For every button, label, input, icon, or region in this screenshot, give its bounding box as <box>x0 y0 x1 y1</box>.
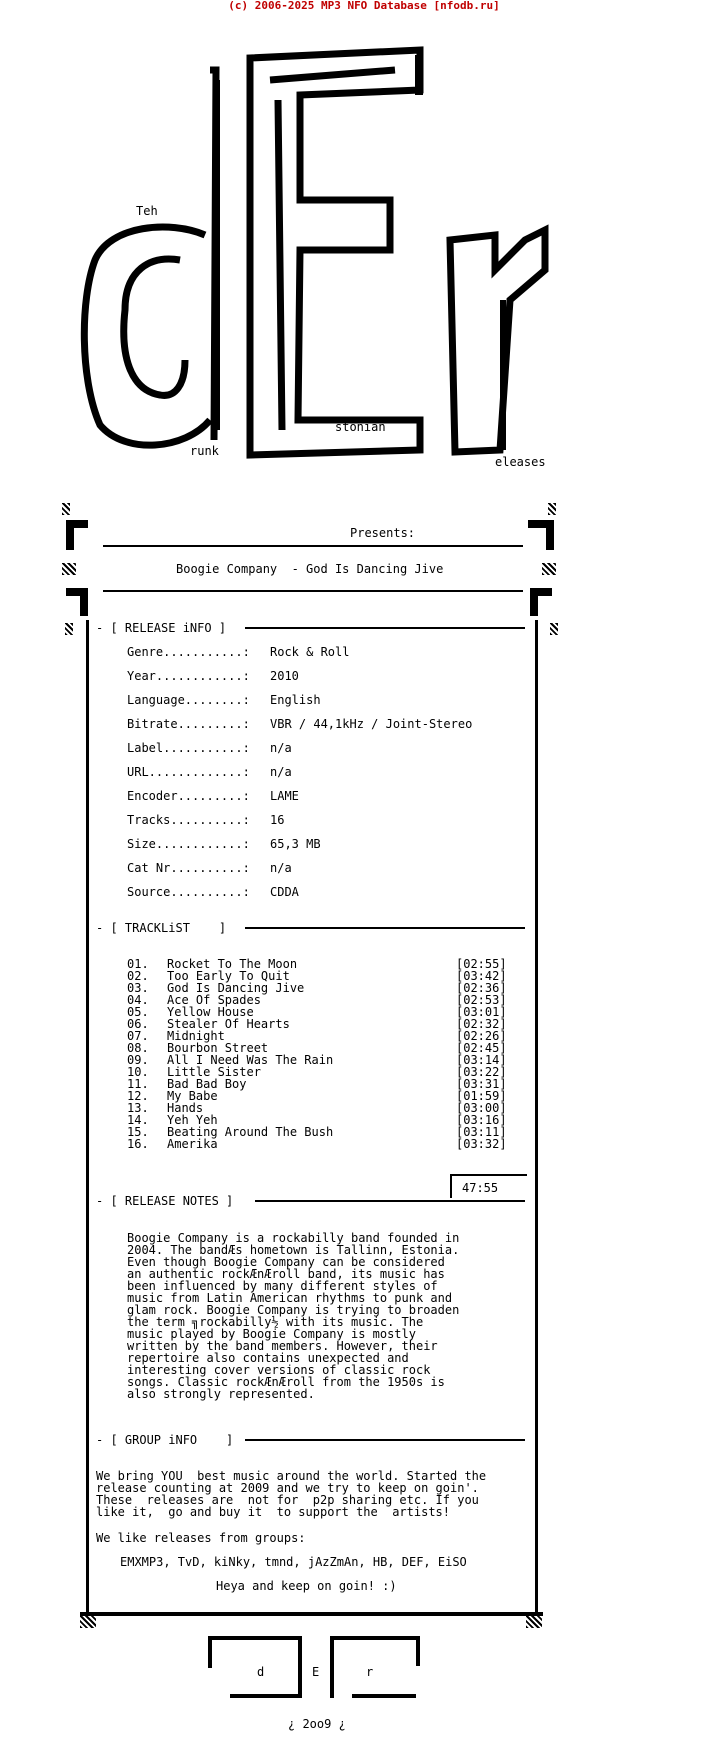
track-time: [03:31] <box>456 1077 507 1091</box>
release-notes-line: music from Latin American rhythms to punk and <box>127 1291 453 1305</box>
divider-title <box>103 590 523 592</box>
track-time: [03:22] <box>456 1065 507 1079</box>
frame-stipple-right-bottom <box>526 1616 542 1628</box>
info-label-url: URL.............: <box>127 765 250 779</box>
frame-hook-left-4 <box>80 588 88 616</box>
track-title: Ace Of Spades <box>167 993 261 1007</box>
track-title: Bad Bad Boy <box>167 1077 247 1091</box>
footer-box-top-left <box>208 1636 302 1640</box>
track-number: 14. <box>127 1113 149 1127</box>
track-title: Yellow House <box>167 1005 254 1019</box>
track-number: 09. <box>127 1053 149 1067</box>
group-info-line: These releases are not for p2p sharing etc. If you <box>96 1493 479 1507</box>
frame-left-border <box>86 620 89 1615</box>
footer-letter-r: r <box>366 1665 374 1679</box>
info-label-year: Year............: <box>127 669 250 683</box>
frame-stipple-left-bottom <box>80 1616 96 1628</box>
track-time: [03:01] <box>456 1005 507 1019</box>
logo-r <box>450 230 545 452</box>
track-time: [03:00] <box>456 1101 507 1115</box>
frame-stipple-right-mid <box>542 563 556 575</box>
track-time: [03:16] <box>456 1113 507 1127</box>
release-notes-line: music played by Boogie Company is mostly <box>127 1327 416 1341</box>
track-time: [02:55] <box>456 957 507 971</box>
track-number: 01. <box>127 957 149 971</box>
group-info-line: We bring YOU best music around the world. Started the <box>96 1469 487 1483</box>
track-number: 16. <box>127 1137 149 1151</box>
footer-year: ¿ 2oo9 ¿ <box>288 1717 346 1731</box>
release-notes-line: written by the band members. However, their <box>127 1339 438 1353</box>
info-value-year: 2010 <box>270 669 299 683</box>
track-time: [03:11] <box>456 1125 507 1139</box>
logo-shade-2 <box>415 55 423 95</box>
footer-box-mid-left <box>298 1636 302 1698</box>
release-notes-line: interesting cover versions of classic rock <box>127 1363 431 1377</box>
release-title: Boogie Company - God Is Dancing Jive <box>176 562 444 576</box>
frame-hook-right-4 <box>530 588 538 616</box>
groups-intro: We like releases from groups: <box>96 1531 306 1545</box>
logo-teh: Teh <box>136 204 158 218</box>
release-notes-line: the term ╗rockabilly½ with its music. The <box>127 1315 424 1329</box>
info-value-tracks: 16 <box>270 813 285 827</box>
info-value-source: CDDA <box>270 885 299 899</box>
section-release-info-rule <box>245 627 525 629</box>
presents-label: Presents: <box>350 526 416 540</box>
track-time: [02:45] <box>456 1041 507 1055</box>
track-title: Bourbon Street <box>167 1041 269 1055</box>
divider-top <box>103 545 523 547</box>
frame-hook-left-2 <box>66 520 74 550</box>
info-value-label: n/a <box>270 741 292 755</box>
info-value-catnr: n/a <box>270 861 292 875</box>
track-title: Too Early To Quit <box>167 969 290 983</box>
info-label-genre: Genre...........: <box>127 645 250 659</box>
track-number: 11. <box>127 1077 149 1091</box>
track-number: 03. <box>127 981 149 995</box>
frame-stipple-left-top <box>62 503 70 515</box>
total-time: 47:55 <box>462 1181 499 1195</box>
release-notes-line: Even though Boogie Company can be considered <box>127 1255 445 1269</box>
copyright-header[interactable]: (c) 2006-2025 MP3 NFO Database [nfodb.ru] <box>228 0 500 12</box>
total-box-left <box>450 1174 452 1198</box>
footer-box-mid-right <box>330 1636 334 1698</box>
track-number: 05. <box>127 1005 149 1019</box>
release-notes-line: 2004. The bandÆs hometown is Tallinn, Estonia. <box>127 1243 460 1257</box>
section-tracklist: - [ TRACKLiST ] <box>96 921 227 935</box>
logo-estonian: stonian <box>335 420 386 434</box>
info-label-catnr: Cat Nr..........: <box>127 861 250 875</box>
logo-d-inner <box>124 259 185 395</box>
frame-right-border <box>535 620 538 1615</box>
footer-box-bottom-left <box>230 1694 302 1698</box>
track-title: God Is Dancing Jive <box>167 981 305 995</box>
track-title: Hands <box>167 1101 204 1115</box>
logo-shade-1 <box>214 80 220 430</box>
track-time: [02:36] <box>456 981 507 995</box>
track-title: Midnight <box>167 1029 225 1043</box>
track-title: Stealer Of Hearts <box>167 1017 290 1031</box>
info-value-url: n/a <box>270 765 292 779</box>
section-group-info: - [ GROUP iNFO ] <box>96 1433 234 1447</box>
track-number: 07. <box>127 1029 149 1043</box>
group-info-line: release counting at 2009 and we try to keep on goin'. <box>96 1481 479 1495</box>
release-notes-line: been influenced by many different styles of <box>127 1279 438 1293</box>
logo-d-bowl <box>84 227 210 445</box>
info-value-bitrate: VBR / 44,1kHz / Joint-Stereo <box>270 717 473 731</box>
release-notes-line: also strongly represented. <box>127 1387 315 1401</box>
track-number: 06. <box>127 1017 149 1031</box>
footer-letter-e: E <box>312 1665 320 1679</box>
outro: Heya and keep on goin! :) <box>216 1579 397 1593</box>
release-notes-line: songs. Classic rockÆnÆroll from the 1950s is <box>127 1375 445 1389</box>
info-label-label: Label...........: <box>127 741 250 755</box>
track-time: [02:32] <box>456 1017 507 1031</box>
info-label-encoder: Encoder.........: <box>127 789 250 803</box>
der-logo <box>0 0 728 460</box>
frame-stipple-right-low <box>550 623 558 635</box>
track-time: [03:14] <box>456 1053 507 1067</box>
track-number: 15. <box>127 1125 149 1139</box>
track-title: All I Need Was The Rain <box>167 1053 334 1067</box>
section-release-info: - [ RELEASE iNFO ] <box>96 621 227 635</box>
release-notes-line: repertoire also contains unexpected and <box>127 1351 409 1365</box>
section-group-info-rule <box>245 1439 525 1441</box>
section-release-notes: - [ RELEASE NOTES ] <box>96 1194 234 1208</box>
logo-drunk: runk <box>190 444 219 458</box>
footer-box-right <box>416 1636 420 1666</box>
track-number: 10. <box>127 1065 149 1079</box>
info-label-language: Language........: <box>127 693 250 707</box>
track-time: [03:32] <box>456 1137 507 1151</box>
track-title: Little Sister <box>167 1065 261 1079</box>
frame-stipple-left-mid <box>62 563 76 575</box>
footer-box-left <box>208 1636 212 1668</box>
release-notes-line: Boogie Company is a rockabilly band founded in <box>127 1231 460 1245</box>
track-title: My Babe <box>167 1089 218 1103</box>
track-number: 13. <box>127 1101 149 1115</box>
release-notes-line: glam rock. Boogie Company is trying to broaden <box>127 1303 460 1317</box>
footer-box-bottom-right <box>352 1694 416 1698</box>
track-time: [03:42] <box>456 969 507 983</box>
logo-shade-3 <box>500 300 506 450</box>
info-value-size: 65,3 MB <box>270 837 321 851</box>
track-time: [01:59] <box>456 1089 507 1103</box>
track-title: Rocket To The Moon <box>167 957 298 971</box>
track-title: Yeh Yeh <box>167 1113 218 1127</box>
track-number: 04. <box>127 993 149 1007</box>
info-label-tracks: Tracks..........: <box>127 813 250 827</box>
track-time: [02:53] <box>456 993 507 1007</box>
track-title: Beating Around The Bush <box>167 1125 334 1139</box>
frame-bottom-border <box>80 1612 543 1616</box>
track-number: 12. <box>127 1089 149 1103</box>
logo-releases: eleases <box>495 455 546 469</box>
footer-box-top-right <box>330 1636 420 1640</box>
info-value-encoder: LAME <box>270 789 299 803</box>
info-value-language: English <box>270 693 321 707</box>
track-title: Amerika <box>167 1137 218 1151</box>
frame-stipple-left-low <box>65 623 73 635</box>
info-label-size: Size............: <box>127 837 250 851</box>
section-tracklist-rule <box>245 927 525 929</box>
track-time: [02:26] <box>456 1029 507 1043</box>
frame-stipple-right-top <box>548 503 556 515</box>
info-value-genre: Rock & Roll <box>270 645 350 659</box>
info-label-source: Source..........: <box>127 885 250 899</box>
frame-hook-right-2 <box>546 520 554 550</box>
group-info-line: like it, go and buy it to support the artists! <box>96 1505 451 1519</box>
section-release-notes-rule <box>255 1200 525 1202</box>
track-number: 08. <box>127 1041 149 1055</box>
release-notes-line: an authentic rockÆnÆroll band, its music has <box>127 1267 445 1281</box>
groups-list: EMXMP3, TvD, kiNky, tmnd, jAzZmAn, HB, DEF, EiSO <box>120 1555 467 1569</box>
total-box-top <box>450 1174 527 1176</box>
footer-letter-d: d <box>257 1665 265 1679</box>
info-label-bitrate: Bitrate.........: <box>127 717 250 731</box>
track-number: 02. <box>127 969 149 983</box>
